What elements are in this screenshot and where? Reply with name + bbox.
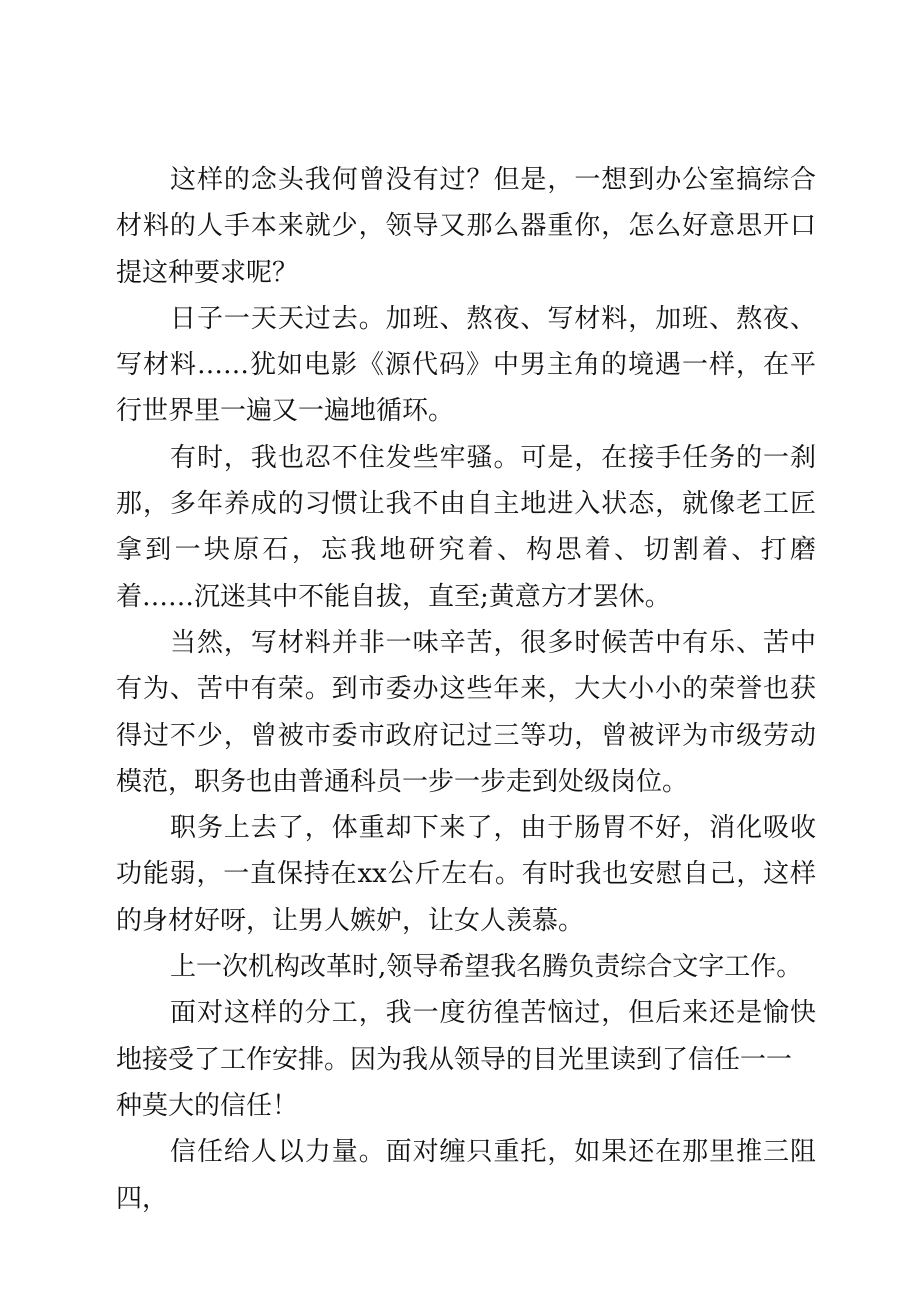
paragraph-5: 职务上去了，体重却下来了，由于肠胃不好，消化吸收功能弱，一直保持在xx公斤左右。有时我也安慰自己，这样的身材好呀，让男人嫉妒，让女人羡慕。	[116, 813, 816, 936]
paragraph-9: 信任给人以力量。面对缠只重托，如果还在那里推三阻四，	[116, 1137, 816, 1214]
paragraph-7: 面对这样的分工，我一度彷徨苦恼过，但后来还是愉快地接受了工作安排。因为我从领导的目光里读到了信任一一	[116, 998, 816, 1075]
paragraph-3: 有时，我也忍不住发些牢骚。可是，在接手任务的一刹那，多年养成的习惯让我不由自主地进入状态，就像老工匠拿到一块原石，忘我地研究着、构思着、切割着、打磨着……沉迷其中不能自拔，直至;黄意方才罢休。	[116, 442, 816, 612]
paragraph-2: 日子一天天过去。加班、熬夜、写材料，加班、熬夜、写材料……犹如电影《源代码》中男主角的境遇一样，在平行世界里一遍又一遍地循环。	[116, 303, 816, 427]
document-body	[116, 157, 816, 1222]
paragraph-6: 上一次机构改革时,领导希望我名腾负责综合文字工作。	[170, 952, 803, 983]
paragraph-8: 种莫大的信任！	[116, 1090, 299, 1121]
paragraph-4: 当然，写材料并非一味辛苦，很多时候苦中有乐、苦中有为、苦中有荣。到市委办这些年来，大大小小的荣誉也获得过不少，曾被市委市政府记过三等功，曾被评为市级劳动模范，职务也由普通科员一步一步走到处级岗位。	[116, 627, 816, 797]
paragraph-1: 这样的念头我何曾没有过？但是，一想到办公室搞综合材料的人手本来就少，领导又那么器重你，怎么好意思开口提这种要求呢？	[116, 165, 816, 288]
